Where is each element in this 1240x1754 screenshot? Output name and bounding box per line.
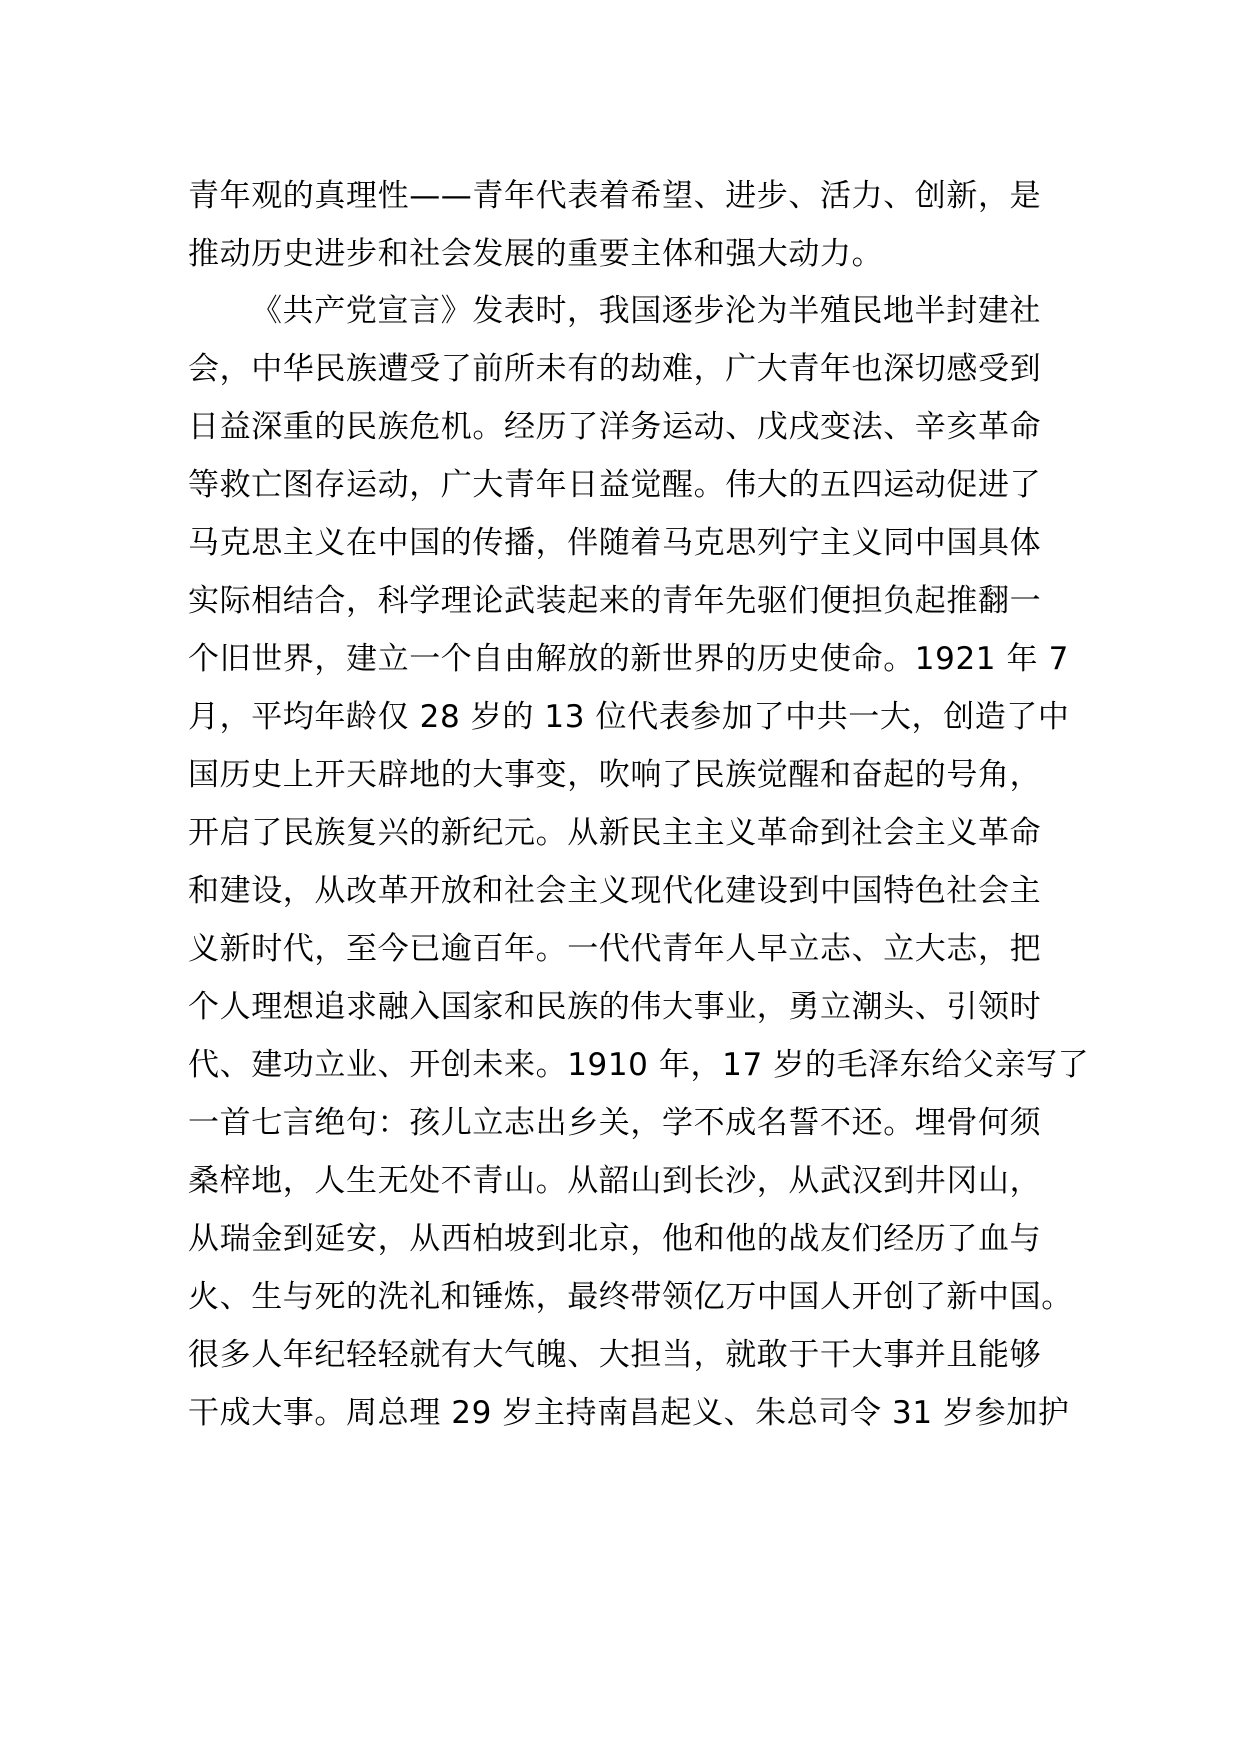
text-line: 日益深重的民族危机。经历了洋务运动、戊戌变法、辛亥革命 [188,409,1042,445]
text-line: 马克思主义在中国的传播，伴随着马克思列宁主义同中国具体 [188,525,1042,561]
text-line: 火、生与死的洗礼和锤炼，最终带领亿万中国人开创了新中国。 [188,1279,1073,1315]
text-line: 和建设，从改革开放和社会主义现代化建设到中国特色社会主 [188,873,1042,909]
text-line: 开启了民族复兴的新纪元。从新民主主义革命到社会主义革命 [188,815,1042,851]
paragraph-first-line: 《共产党宣言》发表时，我国逐步沦为半殖民地半封建社 [251,293,1041,329]
text-line: 会，中华民族遭受了前所未有的劫难，广大青年也深切感受到 [188,351,1042,387]
text-line: 个旧世界，建立一个自由解放的新世界的历史使命。1921 年 7 [188,641,1069,677]
text-line: 推动历史进步和社会发展的重要主体和强大动力。 [188,236,884,272]
text-line: 一首七言绝句：孩儿立志出乡关，学不成名誓不还。埋骨何须 [188,1105,1042,1141]
text-line: 个人理想追求融入国家和民族的伟大事业，勇立潮头、引领时 [188,989,1042,1025]
text-line: 月，平均年龄仅 28 岁的 13 位代表参加了中共一大，创造了中 [188,699,1070,735]
text-line: 青年观的真理性——青年代表着希望、进步、活力、创新，是 [188,178,1042,214]
text-line: 实际相结合，科学理论武装起来的青年先驱们便担负起推翻一 [188,583,1042,619]
text-line: 干成大事。周总理 29 岁主持南昌起义、朱总司令 31 岁参加护 [188,1395,1070,1431]
text-line: 代、建功立业、开创未来。1910 年，17 岁的毛泽东给父亲写了 [188,1047,1090,1083]
text-line: 等救亡图存运动，广大青年日益觉醒。伟大的五四运动促进了 [188,467,1042,503]
text-line: 桑梓地，人生无处不青山。从韶山到长沙，从武汉到井冈山， [188,1163,1042,1199]
text-line: 从瑞金到延安，从西柏坡到北京，他和他的战友们经历了血与 [188,1221,1042,1257]
text-line: 国历史上开天辟地的大事变，吹响了民族觉醒和奋起的号角， [188,757,1042,793]
text-line: 义新时代，至今已逾百年。一代代青年人早立志、立大志，把 [188,931,1042,967]
text-line: 很多人年纪轻轻就有大气魄、大担当，就敢于干大事并且能够 [188,1337,1042,1373]
